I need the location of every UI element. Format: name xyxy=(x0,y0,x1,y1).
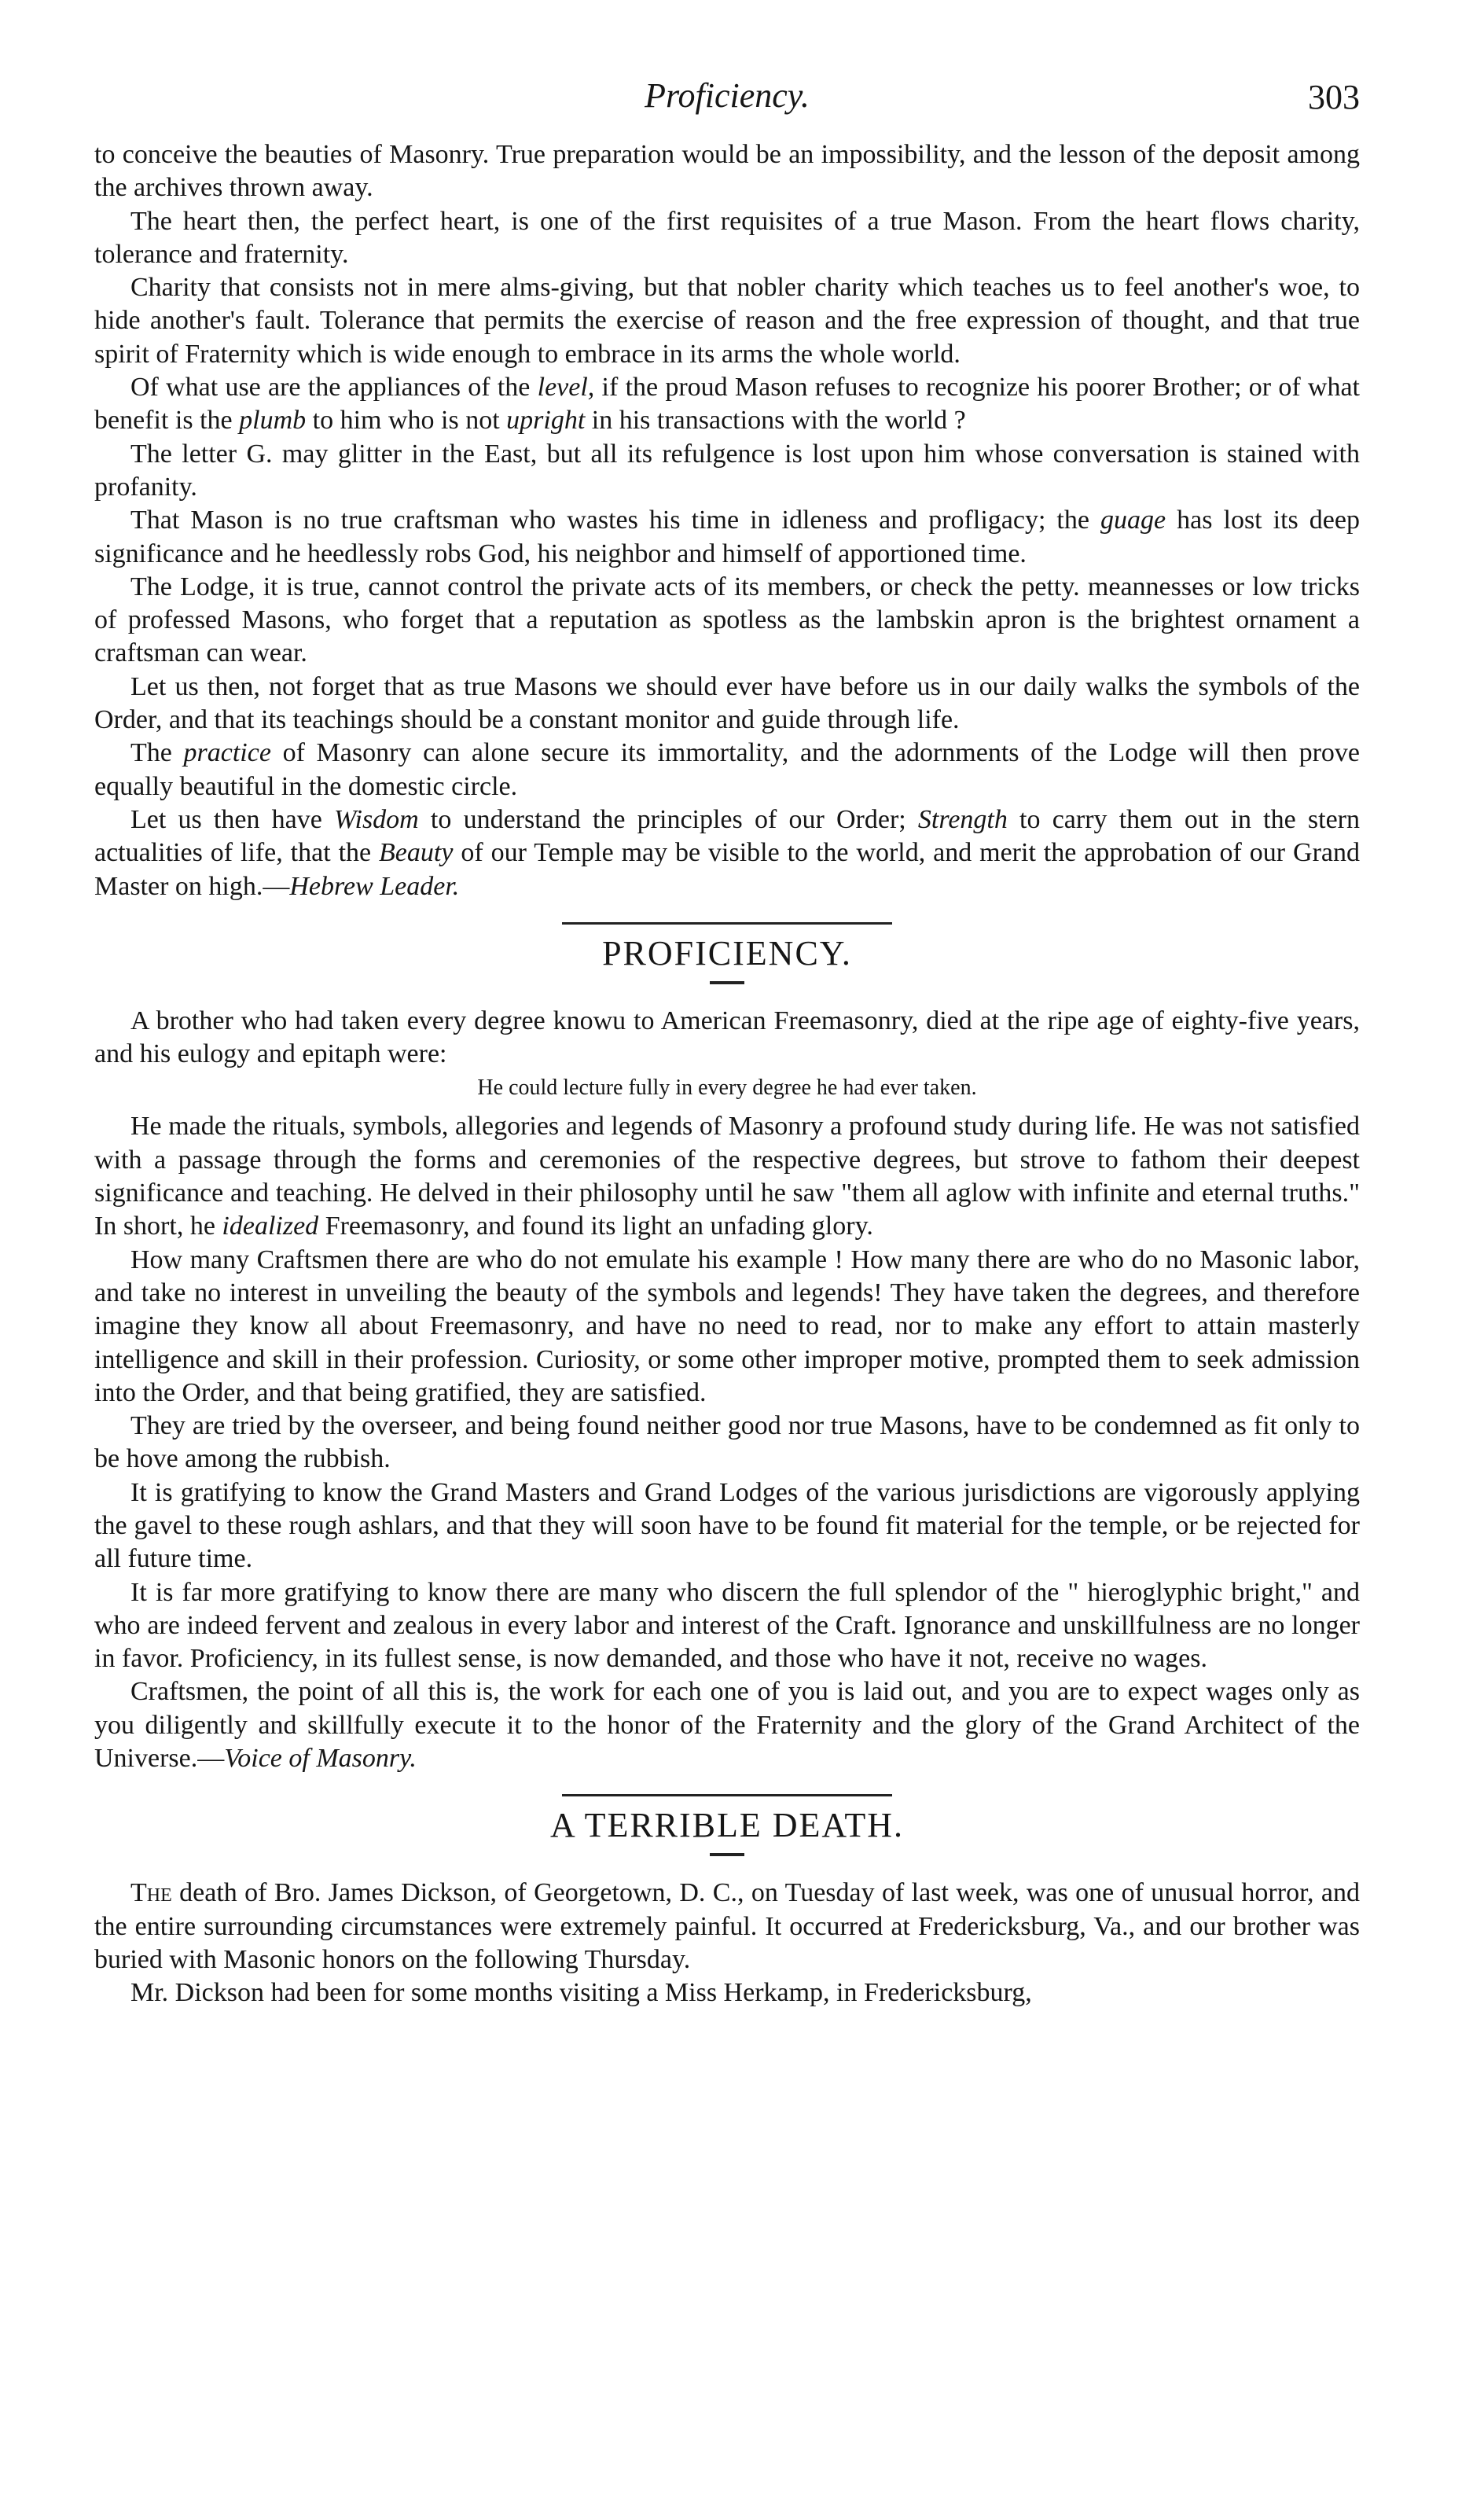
book-page xyxy=(94,75,1360,2010)
italic-term: Strength xyxy=(917,804,1008,834)
text-run: He made the rituals, symbols, allegories and legends of Masonry a profound study during life. He was not satisfied with a passage through the forms and ceremonies of the respective degrees, but strove to fathom their deepest significance and teaching. He delved in their philosophy until he saw "them all aglow with infinite and eternal truths." In short, he xyxy=(94,1112,1360,1241)
text-run: Let us then have xyxy=(130,804,335,834)
italic-term: idealized xyxy=(222,1212,319,1241)
running-head xyxy=(94,75,1360,124)
italic-term: practice xyxy=(183,738,271,768)
paragraph xyxy=(94,1877,1360,1976)
source-credit: Voice of Masonry. xyxy=(224,1744,417,1774)
source-credit: Hebrew Leader. xyxy=(289,871,460,901)
article-title: PROFICIENCY. xyxy=(602,933,852,973)
italic-term: Wisdom xyxy=(334,804,419,834)
paragraph: A brother who had taken every degree knowu to American Freemasonry, died at the ripe age of eighty-five years, and his eulogy and epitaph were: xyxy=(94,1006,1360,1069)
paragraph: Let us then, not forget that as true Masons we should ever have before us in our daily walks the symbols of the Order, and that its teachings should be a constant monitor and guide through life. xyxy=(94,671,1360,735)
text-run: Craftsmen, the point of all this is, the work for each one of you is laid out, and you are to expect wages only as you diligently and skillfully execute it to the honor of the Fraternity and the glory of the Grand Architect of the Universe.— xyxy=(94,1677,1360,1774)
text-run: in his transactions with the world ? xyxy=(585,406,966,436)
article-terrible-death xyxy=(94,1804,1360,2009)
running-title: Proficiency. xyxy=(645,76,810,115)
paragraph: They are tried by the overseer, and being found neither good nor true Masons, have to be condemned as fit only to be hove among the rubbish. xyxy=(94,1411,1360,1474)
italic-term: Beauty xyxy=(379,838,454,868)
paragraph: It is gratifying to know the Grand Masters and Grand Lodges of the various jurisdictions are vigorously applying the gavel to these rough ashlars, and that they will soon have to be found fit material for the temple, or be rejected for all future time. xyxy=(94,1477,1360,1574)
section-divider xyxy=(562,1794,892,1796)
paragraph: The heart then, the perfect heart, is one of the first requisites of a true Mason. From the heart flows charity, tolerance and fraternity. xyxy=(94,206,1360,269)
text-run: of Masonry can alone secure its immortality, and the adornments of the Lodge will then prove equally beautiful in the domestic circle. xyxy=(94,738,1360,801)
page-number: 303 xyxy=(1308,78,1360,116)
paragraph: The letter G. may glitter in the East, but all its refulgence is lost upon him whose conversation is stained with profanity. xyxy=(94,439,1360,502)
text-run: to him who is not xyxy=(306,406,507,436)
paragraph: to conceive the beauties of Masonry. True preparation would be an impossibility, and the lesson of the deposit among the archives thrown away. xyxy=(94,140,1360,203)
paragraph: The Lodge, it is true, cannot control the private acts of its members, or check the petty. meannesses or low tricks of professed Masons, who forget that a reputation as spotless as the lambskin apron is the brightest ornament a craftsman can wear. xyxy=(94,572,1360,668)
section-divider xyxy=(562,922,892,925)
epitaph: He could lecture fully in every degree he had ever taken. xyxy=(477,1076,977,1101)
text-run: Of what use are the appliances of the xyxy=(130,373,538,403)
paragraph: It is far more gratifying to know there are many who discern the full splendor of the " hieroglyphic bright," and who are indeed fervent and zealous in every labor and interest of the Craft. Ignorance and unskillfulness are no longer in favor. Proficiency, in its fullest sense, is now demanded, and those who have it not, receive no wages. xyxy=(94,1577,1360,1674)
lead-word: The xyxy=(130,1878,172,1908)
italic-term: upright xyxy=(506,406,586,436)
text-run: to understand the principles of our Order; xyxy=(418,804,918,834)
text-run: of our Temple may be visible to the world, and merit the approbation of our Grand Master on high.— xyxy=(94,838,1360,901)
paragraph xyxy=(94,737,1360,803)
article-proficiency xyxy=(94,932,1360,1776)
text-run: The xyxy=(130,738,184,768)
title-rule xyxy=(710,1853,744,1856)
paragraph: Charity that consists not in mere alms-giving, but that nobler charity which teaches us to feel another's woe, to hide another's fault. Tolerance that permits the exercise of reason and the free expression of thought, and that true spirit of Fraternity which is wide enough to embrace in its arms the whole world. xyxy=(94,273,1360,369)
article-title: A TERRIBLE DEATH. xyxy=(550,1806,904,1845)
italic-term: level, xyxy=(537,373,595,403)
previous-article xyxy=(94,138,1360,903)
italic-term: plumb xyxy=(239,406,307,436)
paragraph: Mr. Dickson had been for some months visiting a Miss Herkamp, in Fredericksburg, xyxy=(130,1978,1032,2008)
text-run: Freemasonry, and found its light an unfading glory. xyxy=(318,1212,873,1241)
title-rule xyxy=(710,981,744,984)
text-run: if the proud Mason refuses to recognize his poorer Brother; or of what benefit is the xyxy=(94,373,1360,436)
paragraph xyxy=(94,504,1360,571)
text-run: has lost its deep significance and he heedlessly robs God, his neighbor and himself of apportioned time. xyxy=(94,506,1360,568)
paragraph xyxy=(94,1675,1360,1775)
paragraph xyxy=(94,1110,1360,1243)
paragraph: How many Craftsmen there are who do not emulate his example ! How many there are who do no Masonic labor, and take no interest in unveiling the beauty of the symbols and legends! They have taken the degrees, and therefore imagine they know all about Freemasonry, and have no need to read, nor to make any effort to attain masterly intelligence and skill in their profession. Curiosity, or some other improper motive, prompted them to seek admission into the Order, and that being gratified, they are satisfied. xyxy=(94,1245,1360,1407)
paragraph xyxy=(94,803,1360,903)
text-run: That Mason is no true craftsman who wastes his time in idleness and profligacy; the xyxy=(130,506,1101,535)
text-run: death of Bro. James Dickson, of Georgetown, D. C., on Tuesday of last week, was one of unusual horror, and the entire surrounding circumstances were extremely painful. It occurred at Fredericksburg, Va., and our brother was buried with Masonic honors on the following Thursday. xyxy=(94,1878,1360,1974)
text-run: to carry them out in the stern actualities of life, that the xyxy=(94,804,1360,868)
italic-term: guage xyxy=(1100,506,1166,535)
paragraph xyxy=(94,371,1360,438)
